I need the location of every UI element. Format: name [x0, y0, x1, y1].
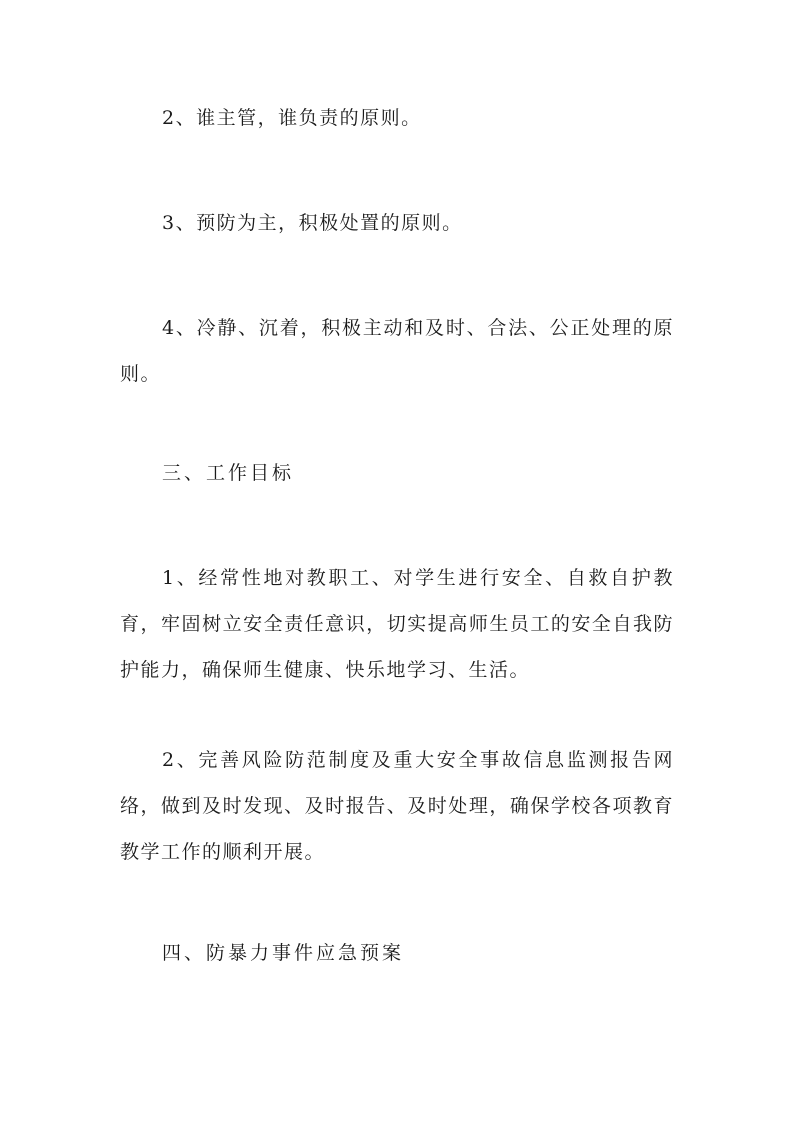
principle-3: 3、预防为主，积极处置的原则。: [162, 212, 463, 234]
section-heading-work-goals: 三、工作目标: [162, 462, 295, 484]
principle-4: 4、冷静、沉着，积极主动和及时、合法、公正处理的原则。: [120, 317, 674, 385]
goal-2: 2、完善风险防范制度及重大安全事故信息监测报告网络，做到及时发现、及时报告、及时处理，确保学校各项教育教学工作的顺利开展。: [120, 749, 674, 863]
principle-2: 2、谁主管，谁负责的原则。: [162, 107, 422, 129]
section-heading-violence-plan: 四、防暴力事件应急预案: [162, 942, 405, 964]
goal-1: 1、经常性地对教职工、对学生进行安全、自救自护教育，牢固树立安全责任意识，切实提高师生员工的安全自我防护能力，确保师生健康、快乐地学习、生活。: [120, 567, 674, 681]
